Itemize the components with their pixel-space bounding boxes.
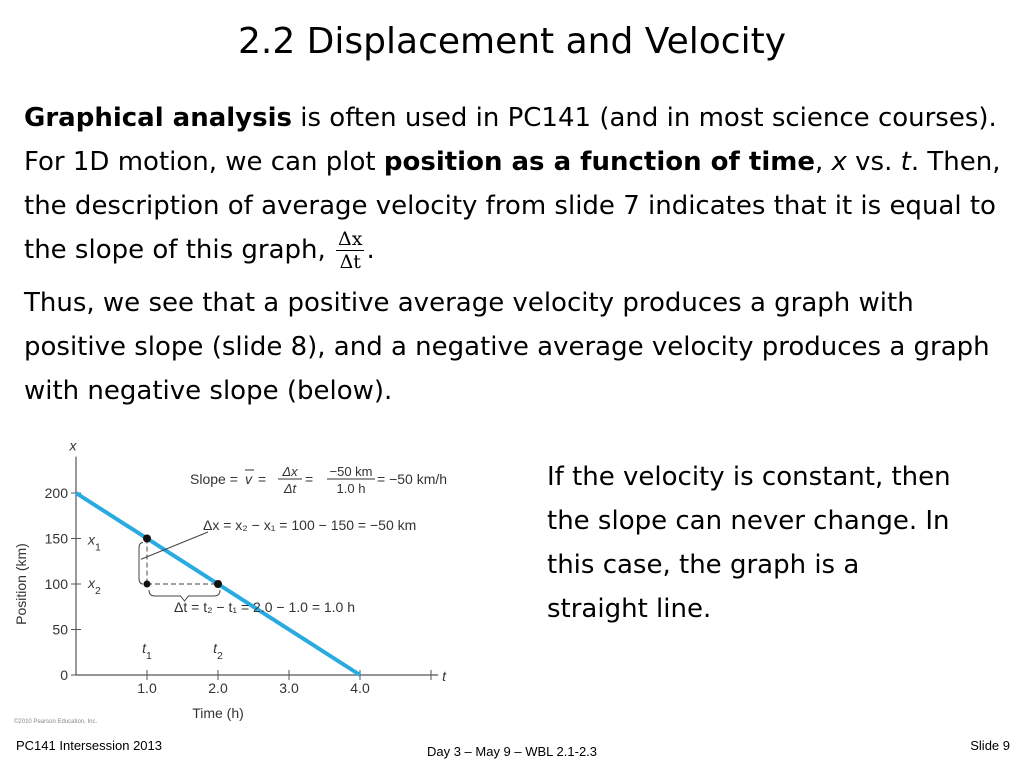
slope-onehour: 1.0 h — [336, 481, 366, 496]
copyright-text: ©2010 Pearson Education, Inc. — [14, 719, 98, 725]
x1-label: $x_1$ — [88, 531, 101, 554]
var-t: t — [900, 147, 911, 177]
slope-result: = −50 km/h — [377, 471, 448, 487]
slide-title: 2.2 Displacement and Velocity — [237, 21, 786, 62]
x-tick-label: 4.0 — [350, 680, 370, 696]
delta-x-annotation: Δx = x₂ − x₁ = 100 − 150 = −50 km — [203, 517, 417, 533]
body-text — [24, 96, 1004, 413]
slope-vbar: v — [245, 471, 252, 487]
bold-position-function: position as a function of time — [383, 147, 815, 177]
y-axis-title: Position (km) — [13, 543, 29, 625]
y-tick-label: 0 — [60, 667, 68, 683]
data-point-2 — [214, 580, 222, 588]
x-axis-symbol: t — [442, 668, 446, 684]
x-axis-title: Time (h) — [192, 705, 244, 721]
slope-eq1: = — [258, 471, 267, 487]
footer-course: PC141 Intersession 2013 — [16, 738, 162, 753]
corner-point — [144, 581, 151, 588]
x-tick-label: 3.0 — [279, 680, 299, 696]
paragraph1-text4: . Then, the description of average velocity from slide 7 indicates that it is equal to the slope of this graph, — [24, 147, 1001, 265]
y-tick-label: 100 — [44, 576, 68, 592]
fraction-denominator: Δt — [339, 251, 361, 273]
footer-date: Day 3 – May 9 – WBL 2.1-2.3 — [426, 744, 598, 759]
position-time-graph — [8, 428, 528, 728]
side-note: If the velocity is constant, then the slope can never change. In this case, the graph is a straight line. — [547, 462, 951, 624]
slope-minus50km: −50 km — [329, 464, 373, 479]
y-tick-label: 50 — [52, 621, 68, 638]
x-tick-label: 1.0 — [137, 680, 157, 696]
x-tick-label: 2.0 — [208, 680, 228, 696]
data-point-1 — [143, 535, 151, 543]
slope-fraction — [336, 228, 364, 273]
paragraph1-text3: vs. — [846, 147, 901, 177]
fraction-numerator: Δx — [338, 228, 363, 250]
slope-prefix: Slope = — [190, 471, 238, 487]
bold-graphical-analysis: Graphical analysis — [24, 103, 292, 133]
y-tick-label: 200 — [44, 485, 68, 501]
paragraph-graphical-analysis — [24, 96, 1004, 273]
var-x: x — [831, 147, 847, 177]
t2-label: $t_2$ — [213, 640, 223, 662]
paragraph-negative-slope: Thus, we see that a positive average velocity produces a graph with positive slope (slide 8), and a negative average velocity produces a graph with negative slope (below). — [24, 288, 990, 406]
annotation-layer — [87, 464, 447, 662]
slope-dx: Δx — [282, 464, 298, 479]
paragraph1-text2: , — [814, 147, 832, 177]
paragraph1-text5: . — [366, 235, 375, 265]
slope-eq2: = — [305, 471, 314, 487]
y-axis-symbol: x — [69, 437, 77, 454]
footer-slide-number: Slide 9 — [970, 738, 1010, 753]
t1-label: $t_1$ — [142, 640, 152, 662]
delta-x-bracket — [139, 543, 143, 585]
slope-dt: Δt — [283, 481, 297, 496]
paragraph1-text1: is often used in PC141 (and in most science courses). For 1D motion, we can plot — [24, 103, 997, 177]
delta-t-annotation: Δt = t₂ − t₁ = 2.0 − 1.0 = 1.0 h — [174, 599, 356, 615]
y-tick-label: 150 — [44, 530, 68, 547]
x2-label: $x_2$ — [88, 575, 101, 597]
